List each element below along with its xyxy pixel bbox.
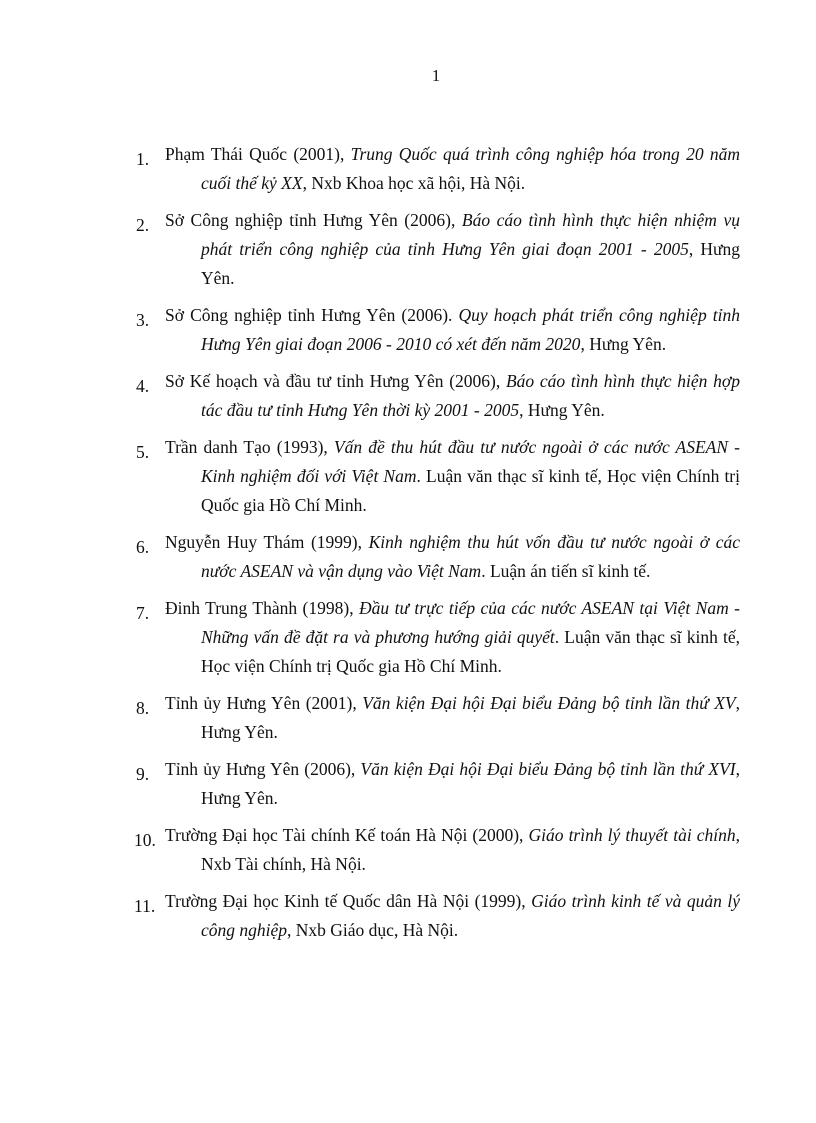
- reference-author: Tỉnh ủy Hưng Yên (2001),: [165, 693, 363, 713]
- reference-item: [0, 367, 816, 425]
- reference-publication: , Hưng Yên.: [580, 334, 667, 354]
- reference-author: Sở Kế hoạch và đầu tư tỉnh Hưng Yên (2006),: [165, 371, 506, 391]
- reference-publication: , Hưng Yên.: [201, 693, 740, 742]
- reference-number: 10.: [134, 830, 156, 850]
- reference-author: Phạm Thái Quốc (2001),: [165, 144, 351, 164]
- reference-number: 4.: [136, 376, 150, 396]
- reference-publication: , Nxb Giáo dục, Hà Nội.: [287, 920, 459, 940]
- reference-title: Trung Quốc quá trình công nghiệp hóa trong 20 năm cuối thế kỷ XX: [201, 144, 740, 193]
- reference-item: [0, 821, 816, 879]
- page-number: 1: [431, 66, 441, 85]
- reference-item: [0, 433, 816, 520]
- reference-author: Tỉnh ủy Hưng Yên (2006),: [165, 759, 361, 779]
- reference-publication: , Hưng Yên.: [519, 400, 605, 420]
- reference-publication: . Luận văn thạc sĩ kinh tế, Học viện Chính trị Quốc gia Hồ Chí Minh.: [201, 627, 740, 676]
- reference-publication: . Luận văn thạc sĩ kinh tế, Học viện Chính trị Quốc gia Hồ Chí Minh.: [201, 466, 740, 515]
- reference-author: Nguyễn Huy Thám (1999),: [165, 532, 369, 552]
- reference-author: Sở Công nghiệp tỉnh Hưng Yên (2006).: [165, 305, 459, 325]
- reference-item: [0, 755, 816, 813]
- reference-number: 9.: [136, 764, 150, 784]
- reference-number: 5.: [136, 442, 150, 462]
- reference-publication: , Nxb Khoa học xã hội, Hà Nội.: [302, 173, 526, 193]
- reference-item: [0, 528, 816, 586]
- reference-number: 3.: [136, 310, 150, 330]
- reference-item: [0, 206, 816, 293]
- reference-publication: , Hưng Yên.: [201, 239, 740, 288]
- reference-title: Giáo trình kinh tế và quản lý công nghiệp: [201, 891, 740, 940]
- reference-number: 7.: [136, 603, 150, 623]
- reference-title: Văn kiện Đại hội Đại biểu Đảng bộ tỉnh lần thứ XVI: [360, 759, 736, 779]
- reference-publication: , Hưng Yên.: [201, 759, 740, 808]
- reference-number: 11.: [134, 896, 156, 916]
- reference-title: Văn kiện Đại hội Đại biểu Đảng bộ tỉnh lần thứ XV: [362, 693, 736, 713]
- reference-publication: . Luận án tiến sĩ kinh tế.: [481, 561, 651, 581]
- reference-author: Trường Đại học Kinh tế Quốc dân Hà Nội (1999),: [165, 891, 532, 911]
- reference-item: [0, 689, 816, 747]
- reference-title: Đầu tư trực tiếp của các nước ASEAN tại Việt Nam - Những vấn đề đặt ra và phương hướng giải quyết: [201, 598, 740, 647]
- reference-title: Báo cáo tình hình thực hiện hợp tác đầu tư tỉnh Hưng Yên thời kỳ 2001 - 2005: [201, 371, 740, 420]
- reference-title: Giáo trình lý thuyết tài chính: [528, 825, 736, 845]
- reference-item: [0, 594, 816, 681]
- reference-list: [0, 140, 816, 953]
- reference-title: Quy hoạch phát triển công nghiệp tỉnh Hưng Yên giai đoạn 2006 - 2010 có xét đến năm 2020: [201, 305, 741, 354]
- reference-item: [0, 887, 816, 945]
- reference-number: 6.: [136, 537, 150, 557]
- reference-author: Trần danh Tạo (1993),: [165, 437, 334, 457]
- reference-item: [0, 301, 816, 359]
- reference-author: Trường Đại học Tài chính Kế toán Hà Nội (2000),: [165, 825, 529, 845]
- reference-title: Kinh nghiệm thu hút vốn đầu tư nước ngoài ở các nước ASEAN và vận dụng vào Việt Nam: [201, 532, 741, 581]
- reference-author: Đinh Trung Thành (1998),: [165, 598, 360, 618]
- reference-item: [0, 140, 816, 198]
- reference-number: 8.: [136, 698, 150, 718]
- reference-author: Sở Công nghiệp tỉnh Hưng Yên (2006),: [165, 210, 462, 230]
- reference-title: Vấn đề thu hút đầu tư nước ngoài ở các nước ASEAN - Kinh nghiệm đối với Việt Nam: [201, 437, 740, 486]
- reference-number: 2.: [136, 215, 150, 235]
- reference-title: Báo cáo tình hình thực hiện nhiệm vụ phát triển công nghiệp của tỉnh Hưng Yên giai đoạn 2001 - 2005: [201, 210, 740, 259]
- reference-publication: , Nxb Tài chính, Hà Nội.: [201, 825, 741, 874]
- reference-number: 1.: [136, 149, 150, 169]
